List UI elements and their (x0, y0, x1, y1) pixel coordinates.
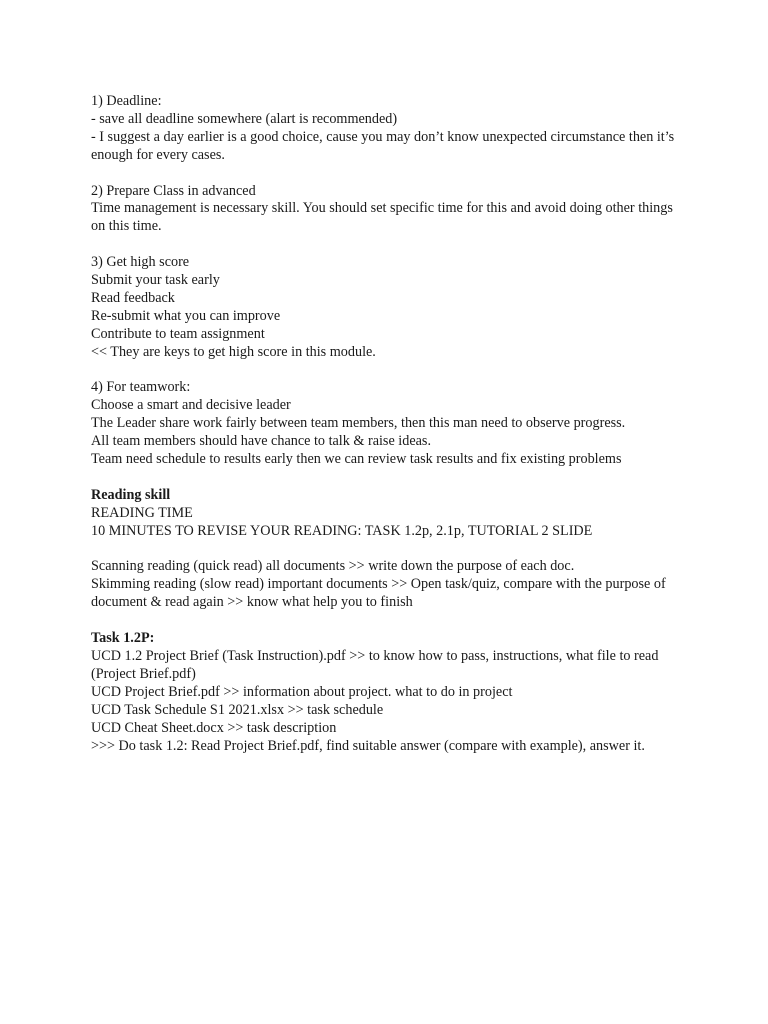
text-line: - I suggest a day earlier is a good choice, cause you may don’t know unexpected circumstance then it’s enough for every cases. (91, 128, 675, 163)
text-line: Read feedback (91, 289, 175, 306)
section-prepare (91, 183, 681, 237)
text-line: - save all deadline somewhere (alart is recommended) (91, 110, 398, 127)
section-heading: 2) Prepare Class in advanced (91, 182, 256, 199)
text-line: Skimming reading (slow read) important documents >> Open task/quiz, compare with the purpose of document & read again >> know what help you to finish (91, 576, 666, 611)
paragraph-gap (91, 236, 681, 254)
text-line: Submit your task early (91, 272, 220, 289)
text-line: Choose a smart and decisive leader (91, 397, 291, 414)
text-line: UCD Cheat Sheet.docx >> task description (91, 719, 337, 736)
paragraph-gap (91, 362, 681, 380)
text-line: UCD Task Schedule S1 2021.xlsx >> task schedule (91, 701, 384, 718)
section-heading: 1) Deadline: (91, 93, 162, 109)
text-line: << They are keys to get high score in this module. (91, 343, 376, 360)
section-scanning (91, 558, 681, 612)
text-line: 10 MINUTES TO REVISE YOUR READING: TASK 1.2p, 2.1p, TUTORIAL 2 SLIDE (91, 522, 593, 539)
section-reading-skill (91, 487, 681, 541)
text-line: The Leader share work fairly between team members, then this man need to observe progress. (91, 415, 626, 432)
paragraph-gap (91, 612, 681, 630)
text-line: All team members should have chance to talk & raise ideas. (91, 433, 431, 450)
section-high-score (91, 254, 681, 361)
paragraph-gap (91, 541, 681, 559)
section-teamwork (91, 379, 681, 469)
section-heading: 4) For teamwork: (91, 379, 191, 396)
section-deadline (91, 93, 681, 165)
text-line: Scanning reading (quick read) all documents >> write down the purpose of each doc. (91, 558, 575, 575)
text-line: Team need schedule to results early then we can review task results and fix existing problems (91, 451, 622, 468)
section-heading: 3) Get high score (91, 254, 190, 271)
paragraph-gap (91, 165, 681, 183)
text-line: Re-submit what you can improve (91, 307, 281, 324)
text-line: READING TIME (91, 504, 193, 521)
section-heading: Task 1.2P: (91, 630, 155, 647)
document-page (91, 93, 681, 755)
paragraph-gap (91, 469, 681, 487)
text-line: UCD Project Brief.pdf >> information about project. what to do in project (91, 683, 513, 700)
text-line: >>> Do task 1.2: Read Project Brief.pdf, find suitable answer (compare with example), answer it. (91, 737, 645, 754)
text-line: UCD 1.2 Project Brief (Task Instruction).pdf >> to know how to pass, instructions, what file to read (Project Brief.pdf) (91, 648, 659, 682)
text-line: Time management is necessary skill. You should set specific time for this and avoid doing other things on this time. (91, 200, 673, 235)
section-task-1-2p (91, 630, 681, 755)
text-line: Contribute to team assignment (91, 325, 265, 342)
section-heading: Reading skill (91, 486, 171, 503)
